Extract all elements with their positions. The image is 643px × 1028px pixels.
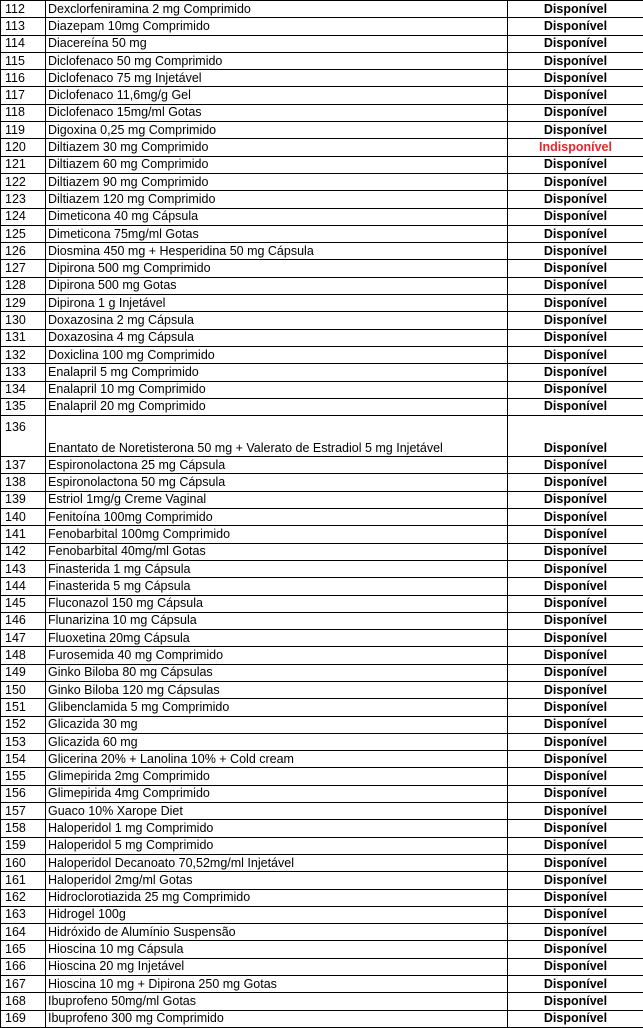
- medication-name: Dimeticona 75mg/ml Gotas: [46, 225, 508, 242]
- row-number: 136: [1, 416, 46, 457]
- medication-name: Diazepam 10mg Comprimido: [46, 18, 508, 35]
- medication-name: Ibuprofeno 50mg/ml Gotas: [46, 993, 508, 1010]
- table-row: [1, 993, 643, 1010]
- table-row: [1, 803, 643, 820]
- availability-status: Disponível: [508, 543, 643, 560]
- row-number: 166: [1, 958, 46, 975]
- medication-name: Dipirona 500 mg Comprimido: [46, 260, 508, 277]
- row-number: 135: [1, 398, 46, 415]
- table-row: [1, 664, 643, 681]
- row-number: 162: [1, 889, 46, 906]
- row-number: 145: [1, 595, 46, 612]
- row-number: 116: [1, 70, 46, 87]
- table-row: [1, 225, 643, 242]
- medication-name: Guaco 10% Xarope Diet: [46, 803, 508, 820]
- table-row: [1, 139, 643, 156]
- availability-status: Disponível: [508, 329, 643, 346]
- medication-name: Hioscina 10 mg + Dipirona 250 mg Gotas: [46, 976, 508, 993]
- availability-status: Disponível: [508, 156, 643, 173]
- row-number: 154: [1, 751, 46, 768]
- table-row: [1, 416, 643, 457]
- table-row: [1, 104, 643, 121]
- table-row: [1, 474, 643, 491]
- medication-name: Haloperidol 2mg/ml Gotas: [46, 872, 508, 889]
- table-row: [1, 70, 643, 87]
- row-number: 167: [1, 976, 46, 993]
- table-row: [1, 647, 643, 664]
- table-row: [1, 820, 643, 837]
- medication-name: Fenitoína 100mg Comprimido: [46, 509, 508, 526]
- availability-status: Disponível: [508, 104, 643, 121]
- availability-status: Disponível: [508, 785, 643, 802]
- table-row: [1, 560, 643, 577]
- availability-status: Indisponível: [508, 139, 643, 156]
- medication-name: Haloperidol 5 mg Comprimido: [46, 837, 508, 854]
- medication-name: Diltiazem 60 mg Comprimido: [46, 156, 508, 173]
- row-number: 141: [1, 526, 46, 543]
- availability-status: Disponível: [508, 474, 643, 491]
- availability-status: Disponível: [508, 398, 643, 415]
- availability-status: Disponível: [508, 889, 643, 906]
- table-row: [1, 398, 643, 415]
- availability-status: Disponível: [508, 52, 643, 69]
- medication-name: Hioscina 20 mg Injetável: [46, 958, 508, 975]
- row-number: 118: [1, 104, 46, 121]
- medication-name: Fenobarbital 40mg/ml Gotas: [46, 543, 508, 560]
- availability-status: Disponível: [508, 1010, 643, 1027]
- availability-status: Disponível: [508, 346, 643, 363]
- row-number: 114: [1, 35, 46, 52]
- availability-status: Disponível: [508, 958, 643, 975]
- availability-status: Disponível: [508, 647, 643, 664]
- table-row: [1, 924, 643, 941]
- row-number: 147: [1, 630, 46, 647]
- table-row: [1, 243, 643, 260]
- medication-name: Espironolactona 25 mg Cápsula: [46, 457, 508, 474]
- row-number: 122: [1, 173, 46, 190]
- table-row: [1, 260, 643, 277]
- availability-status: Disponível: [508, 872, 643, 889]
- availability-status: Disponível: [508, 364, 643, 381]
- row-number: 129: [1, 295, 46, 312]
- table-row: [1, 976, 643, 993]
- medication-name: Ginko Biloba 120 mg Cápsulas: [46, 681, 508, 698]
- medication-name: Doxazosina 4 mg Cápsula: [46, 329, 508, 346]
- availability-status: Disponível: [508, 70, 643, 87]
- table-row: [1, 699, 643, 716]
- row-number: 119: [1, 122, 46, 139]
- medication-name: Diclofenaco 11,6mg/g Gel: [46, 87, 508, 104]
- row-number: 134: [1, 381, 46, 398]
- availability-status: Disponível: [508, 416, 643, 457]
- medication-name: Ginko Biloba 80 mg Cápsulas: [46, 664, 508, 681]
- row-number: 133: [1, 364, 46, 381]
- row-number: 143: [1, 560, 46, 577]
- medication-name: Diosmina 450 mg + Hesperidina 50 mg Cápsula: [46, 243, 508, 260]
- row-number: 165: [1, 941, 46, 958]
- table-row: [1, 854, 643, 871]
- table-row: [1, 87, 643, 104]
- table-row: [1, 312, 643, 329]
- medication-name: Espironolactona 50 mg Cápsula: [46, 474, 508, 491]
- row-number: 153: [1, 733, 46, 750]
- availability-status: Disponível: [508, 87, 643, 104]
- row-number: 130: [1, 312, 46, 329]
- table-row: [1, 837, 643, 854]
- table-row: [1, 156, 643, 173]
- availability-status: Disponível: [508, 122, 643, 139]
- table-row: [1, 295, 643, 312]
- medication-name: Flunarizina 10 mg Cápsula: [46, 612, 508, 629]
- availability-status: Disponível: [508, 491, 643, 508]
- table-row: [1, 122, 643, 139]
- row-number: 131: [1, 329, 46, 346]
- row-number: 125: [1, 225, 46, 242]
- medication-name: Hidroclorotiazida 25 mg Comprimido: [46, 889, 508, 906]
- row-number: 169: [1, 1010, 46, 1027]
- medication-name: Glicazida 60 mg: [46, 733, 508, 750]
- medication-name: Glicazida 30 mg: [46, 716, 508, 733]
- medication-name: Ibuprofeno 300 mg Comprimido: [46, 1010, 508, 1027]
- table-row: [1, 277, 643, 294]
- availability-status: Disponível: [508, 820, 643, 837]
- table-row: [1, 872, 643, 889]
- medication-name: Enalapril 20 mg Comprimido: [46, 398, 508, 415]
- availability-status: Disponível: [508, 295, 643, 312]
- availability-status: Disponível: [508, 751, 643, 768]
- medication-name: Diltiazem 90 mg Comprimido: [46, 173, 508, 190]
- row-number: 132: [1, 346, 46, 363]
- table-row: [1, 52, 643, 69]
- availability-status: Disponível: [508, 526, 643, 543]
- row-number: 124: [1, 208, 46, 225]
- medication-name: Dimeticona 40 mg Cápsula: [46, 208, 508, 225]
- row-number: 128: [1, 277, 46, 294]
- availability-status: Disponível: [508, 854, 643, 871]
- row-number: 144: [1, 578, 46, 595]
- medication-name: Diclofenaco 50 mg Comprimido: [46, 52, 508, 69]
- row-number: 115: [1, 52, 46, 69]
- table-row: [1, 630, 643, 647]
- table-row: [1, 208, 643, 225]
- availability-status: Disponível: [508, 18, 643, 35]
- medication-name: Glimepirida 2mg Comprimido: [46, 768, 508, 785]
- table-row: [1, 381, 643, 398]
- table-row: [1, 595, 643, 612]
- row-number: 160: [1, 854, 46, 871]
- row-number: 161: [1, 872, 46, 889]
- availability-status: Disponível: [508, 906, 643, 923]
- availability-status: Disponível: [508, 976, 643, 993]
- medication-name: Enalapril 10 mg Comprimido: [46, 381, 508, 398]
- table-row: [1, 191, 643, 208]
- availability-status: Disponível: [508, 277, 643, 294]
- table-row: [1, 1, 643, 18]
- medication-name: Fenobarbital 100mg Comprimido: [46, 526, 508, 543]
- medication-name: Dexclorfeniramina 2 mg Comprimido: [46, 1, 508, 18]
- row-number: 123: [1, 191, 46, 208]
- row-number: 127: [1, 260, 46, 277]
- availability-status: Disponível: [508, 716, 643, 733]
- table-row: [1, 768, 643, 785]
- availability-status: Disponível: [508, 595, 643, 612]
- row-number: 112: [1, 1, 46, 18]
- table-row: [1, 1010, 643, 1027]
- table-row: [1, 733, 643, 750]
- row-number: 117: [1, 87, 46, 104]
- row-number: 140: [1, 509, 46, 526]
- availability-status: Disponível: [508, 260, 643, 277]
- table-row: [1, 329, 643, 346]
- availability-status: Disponível: [508, 578, 643, 595]
- row-number: 164: [1, 924, 46, 941]
- availability-status: Disponível: [508, 173, 643, 190]
- table-row: [1, 612, 643, 629]
- table-row: [1, 526, 643, 543]
- medication-name: Dipirona 500 mg Gotas: [46, 277, 508, 294]
- table-row: [1, 785, 643, 802]
- availability-status: Disponível: [508, 457, 643, 474]
- row-number: 157: [1, 803, 46, 820]
- table-row: [1, 578, 643, 595]
- medication-name: Fluconazol 150 mg Cápsula: [46, 595, 508, 612]
- medication-name: Finasterida 1 mg Cápsula: [46, 560, 508, 577]
- table-row: [1, 941, 643, 958]
- table-row: [1, 543, 643, 560]
- row-number: 120: [1, 139, 46, 156]
- row-number: 159: [1, 837, 46, 854]
- availability-status: Disponível: [508, 803, 643, 820]
- availability-status: Disponível: [508, 208, 643, 225]
- row-number: 168: [1, 993, 46, 1010]
- row-number: 150: [1, 681, 46, 698]
- availability-status: Disponível: [508, 509, 643, 526]
- medication-name: Haloperidol 1 mg Comprimido: [46, 820, 508, 837]
- availability-status: Disponível: [508, 225, 643, 242]
- row-number: 146: [1, 612, 46, 629]
- medication-name: Diltiazem 120 mg Comprimido: [46, 191, 508, 208]
- availability-status: Disponível: [508, 312, 643, 329]
- table-row: [1, 491, 643, 508]
- table-row: [1, 681, 643, 698]
- medication-name: Diacereína 50 mg: [46, 35, 508, 52]
- availability-status: Disponível: [508, 35, 643, 52]
- availability-status: Disponível: [508, 191, 643, 208]
- table-row: [1, 346, 643, 363]
- medication-name: Glicerina 20% + Lanolina 10% + Cold cream: [46, 751, 508, 768]
- medication-name: Hidróxido de Alumínio Suspensão: [46, 924, 508, 941]
- row-number: 126: [1, 243, 46, 260]
- medication-name: Haloperidol Decanoato 70,52mg/ml Injetável: [46, 854, 508, 871]
- table-row: [1, 18, 643, 35]
- medication-name: Diltiazem 30 mg Comprimido: [46, 139, 508, 156]
- medication-name: Furosemida 40 mg Comprimido: [46, 647, 508, 664]
- medication-name: Doxazosina 2 mg Cápsula: [46, 312, 508, 329]
- table-row: [1, 457, 643, 474]
- row-number: 152: [1, 716, 46, 733]
- medication-name: Hidrogel 100g: [46, 906, 508, 923]
- table-row: [1, 958, 643, 975]
- row-number: 149: [1, 664, 46, 681]
- availability-status: Disponível: [508, 612, 643, 629]
- table-row: [1, 173, 643, 190]
- table-row: [1, 889, 643, 906]
- row-number: 139: [1, 491, 46, 508]
- table-row: [1, 751, 643, 768]
- medication-name: Glimepirida 4mg Comprimido: [46, 785, 508, 802]
- row-number: 151: [1, 699, 46, 716]
- availability-status: Disponível: [508, 699, 643, 716]
- medication-name: Digoxina 0,25 mg Comprimido: [46, 122, 508, 139]
- row-number: 142: [1, 543, 46, 560]
- row-number: 137: [1, 457, 46, 474]
- row-number: 163: [1, 906, 46, 923]
- medication-name: Enantato de Noretisterona 50 mg + Valerato de Estradiol 5 mg Injetável: [46, 416, 508, 457]
- row-number: 138: [1, 474, 46, 491]
- availability-status: Disponível: [508, 924, 643, 941]
- medication-name: Fluoxetina 20mg Cápsula: [46, 630, 508, 647]
- row-number: 113: [1, 18, 46, 35]
- availability-status: Disponível: [508, 681, 643, 698]
- medication-name: Estriol 1mg/g Creme Vaginal: [46, 491, 508, 508]
- availability-status: Disponível: [508, 560, 643, 577]
- medication-name: Diclofenaco 75 mg Injetável: [46, 70, 508, 87]
- availability-status: Disponível: [508, 768, 643, 785]
- availability-status: Disponível: [508, 630, 643, 647]
- availability-status: Disponível: [508, 243, 643, 260]
- table-row: [1, 906, 643, 923]
- availability-status: Disponível: [508, 837, 643, 854]
- availability-status: Disponível: [508, 664, 643, 681]
- table-row: [1, 509, 643, 526]
- row-number: 148: [1, 647, 46, 664]
- row-number: 158: [1, 820, 46, 837]
- availability-status: Disponível: [508, 733, 643, 750]
- table-row: [1, 35, 643, 52]
- medication-name: Dipirona 1 g Injetável: [46, 295, 508, 312]
- table-body: [1, 1, 643, 1028]
- row-number: 155: [1, 768, 46, 785]
- medication-name: Diclofenaco 15mg/ml Gotas: [46, 104, 508, 121]
- row-number: 156: [1, 785, 46, 802]
- availability-status: Disponível: [508, 941, 643, 958]
- availability-status: Disponível: [508, 381, 643, 398]
- medication-name: Finasterida 5 mg Cápsula: [46, 578, 508, 595]
- medication-name: Hioscina 10 mg Cápsula: [46, 941, 508, 958]
- availability-status: Disponível: [508, 993, 643, 1010]
- medication-name: Doxiclina 100 mg Comprimido: [46, 346, 508, 363]
- row-number: 121: [1, 156, 46, 173]
- medication-name: Glibenclamida 5 mg Comprimido: [46, 699, 508, 716]
- medication-name: Enalapril 5 mg Comprimido: [46, 364, 508, 381]
- availability-status: Disponível: [508, 1, 643, 18]
- table-row: [1, 716, 643, 733]
- table-row: [1, 364, 643, 381]
